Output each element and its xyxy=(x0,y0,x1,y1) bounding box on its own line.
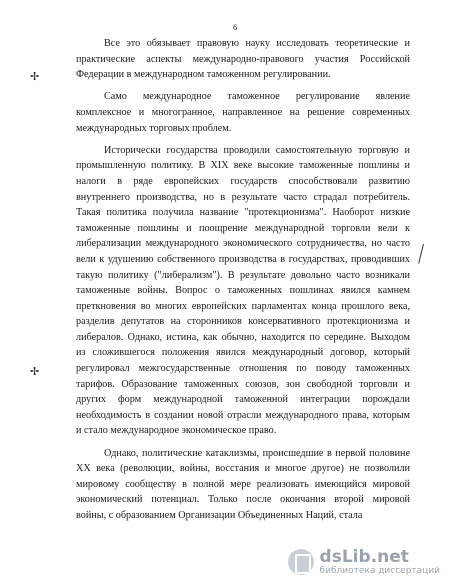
text-line: практические аспекты международно-правового участия Российской xyxy=(76,53,410,65)
text-line: регулировал межгосударственные отношения по поводу таможенных xyxy=(76,363,410,375)
text-line: таможенные пошлины и поощрение международной торговли вели к xyxy=(76,222,410,234)
text-line: тарифов. Образование таможенных союзов, зон свободной торговли и xyxy=(76,378,410,390)
text-line: Такая политика получила название "протекционизма". Наоборот низкие xyxy=(76,207,410,219)
text-line: необходимость в создании новой отрасли международного права, которым xyxy=(76,409,410,421)
text-line: Все это обязывает правовую науку исследовать теоретические и xyxy=(104,38,410,49)
text-line: международных торговых проблем. xyxy=(76,122,232,134)
paragraph xyxy=(76,89,410,136)
text-line: Федерации в международном таможенном регулировании. xyxy=(76,69,331,81)
text-line: и стало международное экономическое право. xyxy=(76,425,277,437)
text-line: преткновения во многих европейских парламентах конца прошлого века, xyxy=(76,300,410,312)
paragraph xyxy=(76,446,410,524)
paragraph xyxy=(76,143,410,439)
text-line: мировому сообществу в полной мере реализовать имеющийся мировой xyxy=(76,478,410,490)
text-line: либерализации международного экономического сотрудничества, но часто xyxy=(76,238,410,250)
text-line: вели к удушению собственного производства в государствах, проводивших xyxy=(76,253,410,265)
watermark xyxy=(288,548,440,576)
text-line: таможенные войны. Вопрос о таможенных пошлинах явился камнем xyxy=(76,285,410,297)
text-line: промышленную политику. В XIX веке высокие таможенные пошлины и xyxy=(76,160,410,172)
paragraph xyxy=(76,36,410,83)
watermark-brand: dsLib.net xyxy=(319,547,409,567)
text-line: Однако, политические катаклизмы, происшедшие в первой половине xyxy=(104,447,410,459)
text-line: такую политику ("либерализм"). В результате довольно часто возникали xyxy=(76,269,410,281)
text-line: комплексное и многогранное, направленное на решение современных xyxy=(76,106,410,118)
text-line: экономический потенциал. Только после окончания второй мировой xyxy=(76,494,410,506)
text-line: войны, с образованием Организации Объединенных Наций, стала xyxy=(76,510,363,521)
document-body xyxy=(76,36,410,530)
margin-plus-mark: ✢ xyxy=(30,365,40,378)
text-line: Само международное таможенное регулирование явление xyxy=(104,91,410,103)
watermark-text xyxy=(320,548,440,576)
text-line: других форм международной таможенной интеграции порождали xyxy=(76,394,410,406)
margin-stroke-mark xyxy=(418,244,424,264)
page-number: 6 xyxy=(233,22,238,32)
text-line: из сложившегося положения явился международный договор, который xyxy=(76,347,410,359)
text-line: разделив депутатов на сторонников консервативного протекционизма и xyxy=(76,316,410,328)
margin-plus-mark: ✢ xyxy=(30,70,40,83)
watermark-subtitle: библиотека диссертаций xyxy=(319,566,440,576)
book-icon xyxy=(288,549,314,575)
text-line: либералов. Однако, истина, как обычно, находится по середине. Выходом xyxy=(76,331,410,343)
text-line: налоги в ряде европейских государств способствовали развитию xyxy=(76,175,410,187)
text-line: XX века (революции, войны, восстания и многое другое) не позволили xyxy=(76,463,410,475)
text-line: Исторически государства проводили самостоятельную торговую и xyxy=(104,144,410,156)
text-line: внутреннего производства, но в результате часто страдал потребитель. xyxy=(76,191,410,203)
